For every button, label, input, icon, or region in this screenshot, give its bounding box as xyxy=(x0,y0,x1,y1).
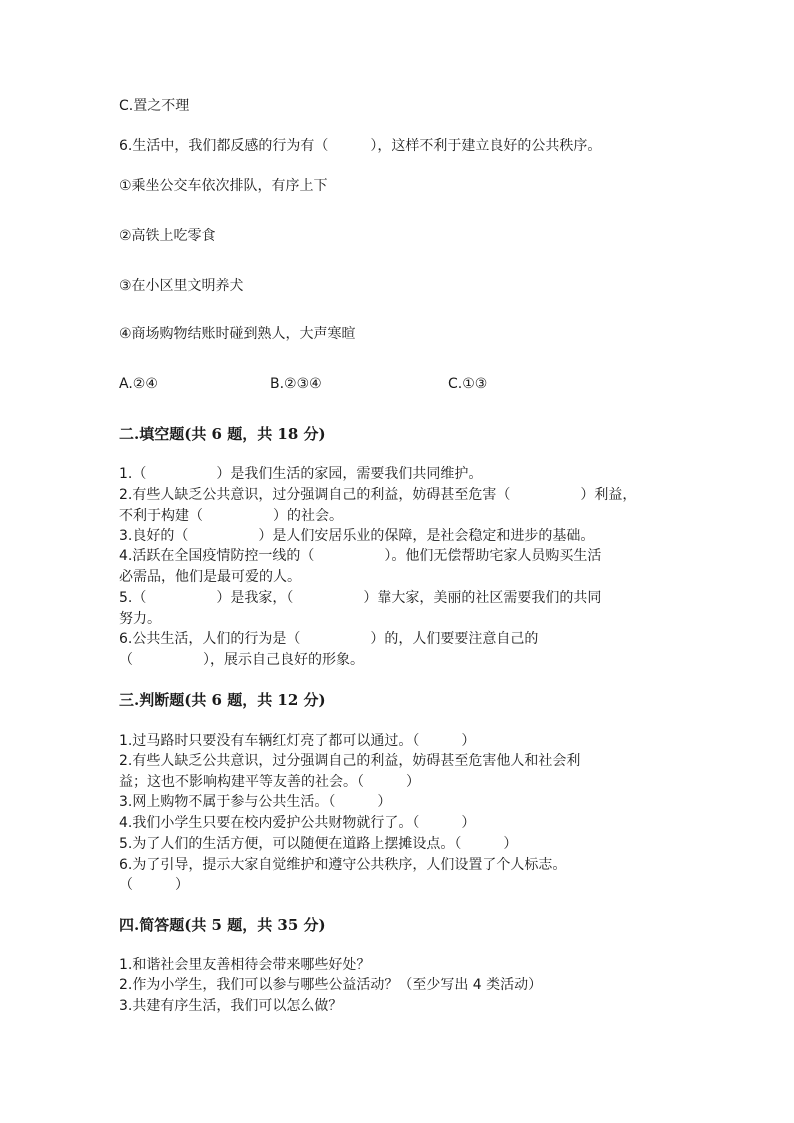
fill-line-2: 2.有些人缺乏公共意识，过分强调自己的利益，妨碍甚至危害（ ）利益， xyxy=(119,487,637,503)
judge-line-6: 5.为了人们的生活方便，可以随便在道路上摆摊设点。（ ） xyxy=(119,836,518,852)
section-4-heading: 四.简答题(共 5 题，共 35 分) xyxy=(119,916,326,934)
question-6-stem: 6.生活中，我们都反感的行为有（ ），这样不利于建立良好的公共秩序。 xyxy=(119,138,602,154)
judge-line-3: 益；这也不影响构建平等友善的社会。（ ） xyxy=(119,774,420,790)
question-6-item-2: ②高铁上吃零食 xyxy=(119,228,216,244)
question-6-item-3: ③在小区里文明养犬 xyxy=(119,278,244,294)
judge-line-2: 2.有些人缺乏公共意识，过分强调自己的利益，妨碍甚至危害他人和社会利 xyxy=(119,753,581,769)
fill-line-10: （ ），展示自己良好的形象。 xyxy=(119,652,364,668)
judge-line-7: 6.为了引导，提示大家自觉维护和遵守公共秩序，人们设置了个人标志。 xyxy=(119,857,567,873)
fill-line-1: 1.（ ）是我们生活的家园，需要我们共同维护。 xyxy=(119,466,483,482)
fill-line-4: 3.良好的（ ）是人们安居乐业的保障，是社会稳定和进步的基础。 xyxy=(119,528,595,544)
judge-line-4: 3.网上购物不属于参与公共生活。（ ） xyxy=(119,794,392,810)
fill-line-8: 努力。 xyxy=(119,611,161,627)
short-answer-1: 1.和谐社会里友善相待会带来哪些好处？ xyxy=(119,957,371,973)
judge-line-8: （ ） xyxy=(119,877,189,893)
short-answer-2: 2.作为小学生，我们可以参与哪些公益活动？（至少写出 4 类活动） xyxy=(119,977,543,993)
short-answer-3: 3.共建有序生活，我们可以怎么做？ xyxy=(119,998,343,1014)
question-6-option-c: C.①③ xyxy=(448,376,488,392)
fill-line-9: 6.公共生活，人们的行为是（ ）的，人们要要注意自己的 xyxy=(119,631,539,647)
fill-line-7: 5.（ ）是我家，（ ）靠大家，美丽的社区需要我们的共同 xyxy=(119,590,602,606)
judge-line-1: 1.过马路时只要没有车辆红灯亮了都可以通过。（ ） xyxy=(119,733,476,749)
judge-line-5: 4.我们小学生只要在校内爱护公共财物就行了。（ ） xyxy=(119,815,476,831)
fill-line-6: 必需品，他们是最可爱的人。 xyxy=(119,569,301,585)
section-3-heading: 三.判断题(共 6 题，共 12 分) xyxy=(119,691,326,709)
question-6-option-a: A.②④ xyxy=(119,376,158,392)
question-6-option-b: B.②③④ xyxy=(270,376,322,392)
fill-line-3: 不利于构建（ ）的社会。 xyxy=(119,508,343,524)
fill-line-5: 4.活跃在全国疫情防控一线的（ ）。他们无偿帮助宅家人员购买生活 xyxy=(119,548,602,564)
option-c-previous: C.置之不理 xyxy=(119,98,190,114)
section-2-heading: 二.填空题(共 6 题，共 18 分) xyxy=(119,425,326,443)
question-6-item-1: ①乘坐公交车依次排队，有序上下 xyxy=(119,178,328,194)
question-6-item-4: ④商场购物结账时碰到熟人，大声寒暄 xyxy=(119,326,356,342)
